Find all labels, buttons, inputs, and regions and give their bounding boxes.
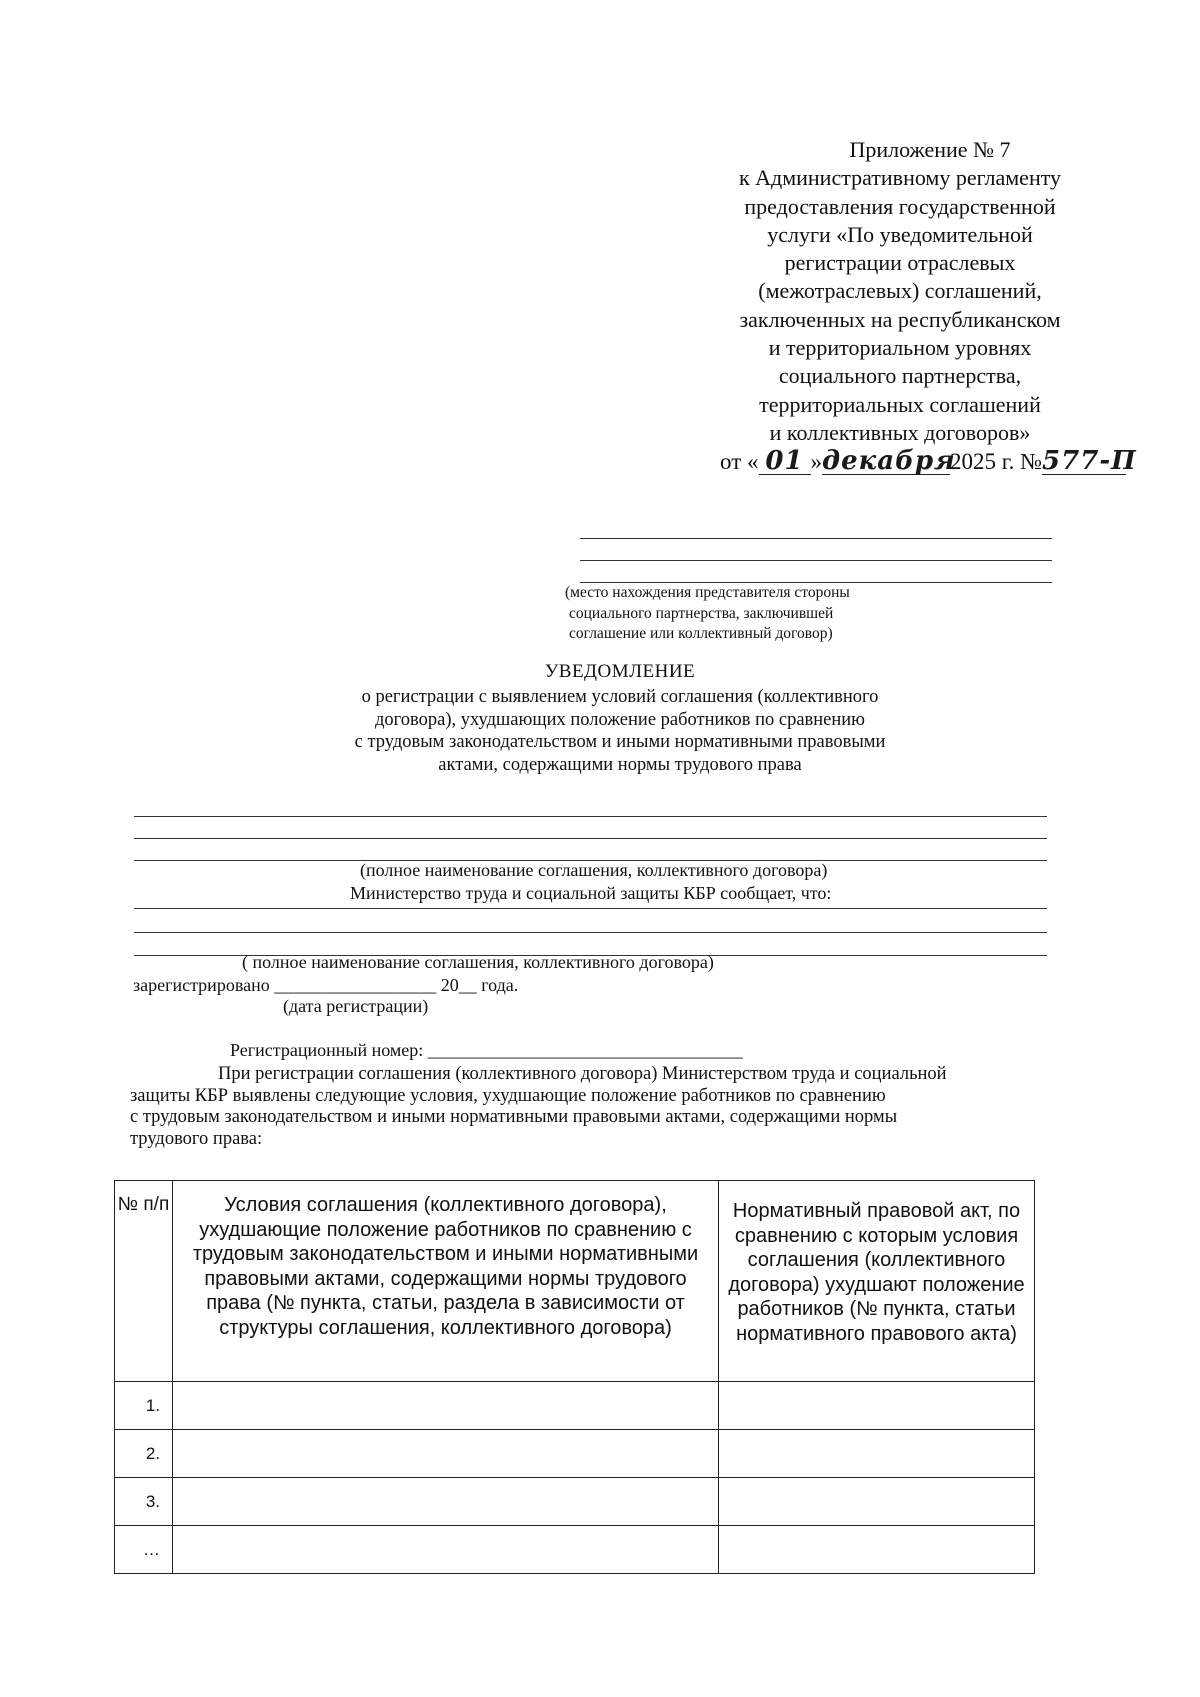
appendix-line: предоставления государственной	[744, 193, 1056, 219]
table-row	[115, 1430, 1035, 1478]
paragraph-line: трудового права:	[130, 1128, 263, 1149]
header-legal-act: Нормативный правовой акт, по сравнению с которым условия соглашения (коллективного договора) ухудшают положение работников (№ пункта, статьи нормативного правового акта)	[719, 1181, 1035, 1382]
address-caption-line: соглашение или коллективный договор)	[569, 625, 833, 642]
row-conditions-cell[interactable]	[173, 1478, 719, 1526]
row-act-cell[interactable]	[719, 1382, 1035, 1430]
registered-year: 20__	[440, 975, 477, 995]
appendix-line: территориальных соглашений	[759, 391, 1041, 417]
appendix-line: к Административному регламенту	[738, 165, 1062, 191]
table-header-row	[115, 1181, 1035, 1382]
agreement-name-line-2	[134, 932, 1047, 933]
conditions-paragraph	[130, 1064, 1070, 1150]
appendix-line: (межотраслевых) соглашений,	[758, 278, 1042, 304]
table-row	[115, 1382, 1035, 1430]
agreement-name-caption: (полное наименование соглашения, коллективного договора)	[360, 860, 828, 880]
registered-label: зарегистрировано	[133, 975, 270, 995]
order-day: 01	[759, 448, 811, 475]
notice-subtitle-line: с трудовым законодательством и иными нормативными правовыми	[354, 732, 886, 752]
address-caption	[565, 583, 925, 645]
row-conditions-cell[interactable]	[173, 1430, 719, 1478]
agreement-name-caption-2: ( полное наименование соглашения, коллективного договора)	[242, 952, 714, 972]
appendix-header	[690, 136, 1110, 447]
header-conditions: Условия соглашения (коллективного договора), ухудшающие положение работников по сравнению с трудовым законодательством и иными нормативными правовыми актами, содержащими нормы трудового права (№ пункта, статьи, раздела в зависимости от структуры соглашения, коллективного договора)	[173, 1181, 719, 1382]
appendix-line: социального партнерства,	[778, 363, 1022, 389]
row-number: 3.	[115, 1478, 173, 1526]
order-mid: »	[810, 449, 822, 474]
paragraph-line: с трудовым законодательством и иными нормативными правовыми актами, содержащими нормы	[130, 1107, 898, 1127]
agreement-name-line	[134, 816, 1047, 817]
order-number: 577-П	[1042, 446, 1137, 476]
ministry-statement: Министерство труда и социальной защиты КБР сообщает, что:	[350, 883, 832, 903]
agreement-name-line-2	[134, 908, 1047, 909]
appendix-number: Приложение № 7	[849, 137, 1011, 162]
registered-year-suffix: года.	[481, 975, 519, 995]
row-act-cell[interactable]	[719, 1526, 1035, 1574]
row-conditions-cell[interactable]	[173, 1382, 719, 1430]
address-caption-line: (место нахождения представителя стороны	[565, 584, 850, 601]
row-act-cell[interactable]	[719, 1430, 1035, 1478]
row-conditions-cell[interactable]	[173, 1526, 719, 1574]
registration-number	[230, 1040, 743, 1061]
order-prefix: от «	[720, 449, 759, 474]
order-reference	[720, 446, 1137, 476]
appendix-line: и территориальном уровнях	[768, 335, 1032, 361]
row-number: 1.	[115, 1382, 173, 1430]
notice-subtitle-line: о регистрации с выявлением условий соглашения (коллективного	[361, 687, 879, 707]
appendix-line: и коллективных договоров»	[769, 419, 1031, 445]
header-number: № п/п	[115, 1181, 173, 1382]
notice-title-block	[130, 660, 1110, 776]
notice-title: УВЕДОМЛЕНИЕ	[544, 661, 696, 682]
conditions-table	[114, 1180, 1035, 1574]
appendix-line: заключенных на республиканском	[739, 306, 1061, 332]
notice-subtitle-line: актами, содержащими нормы трудового права	[438, 754, 802, 775]
appendix-line: услуги «По уведомительной	[767, 221, 1033, 247]
order-month: декабря	[822, 446, 956, 476]
address-line	[580, 538, 1052, 539]
registered-line	[133, 975, 518, 996]
table-row	[115, 1478, 1035, 1526]
notice-subtitle-line: договора), ухудшающих положение работников по сравнению	[374, 709, 865, 730]
address-caption-line: социального партнерства, заключившей	[569, 604, 834, 622]
address-line	[580, 560, 1052, 561]
order-year: 2025 г. №	[950, 449, 1043, 474]
row-number: …	[115, 1526, 173, 1574]
agreement-name-line	[134, 838, 1047, 839]
table-row	[115, 1526, 1035, 1574]
registration-number-blank: ___________________________________	[427, 1040, 743, 1060]
paragraph-line: При регистрации соглашения (коллективного договора) Министерством труда и социальной	[218, 1064, 947, 1084]
appendix-line: регистрации отраслевых	[784, 250, 1016, 276]
notice-subtitle	[130, 686, 1110, 776]
conditions-table-wrap	[114, 1180, 1034, 1574]
paragraph-line: защиты КБР выявлены следующие условия, ухудшающие положение работников по сравнению	[130, 1085, 886, 1106]
registered-date-blank: __________________	[274, 975, 437, 995]
row-number: 2.	[115, 1430, 173, 1478]
row-act-cell[interactable]	[719, 1478, 1035, 1526]
registration-number-label: Регистрационный номер:	[230, 1040, 424, 1060]
registered-date-caption: (дата регистрации)	[283, 996, 429, 1016]
